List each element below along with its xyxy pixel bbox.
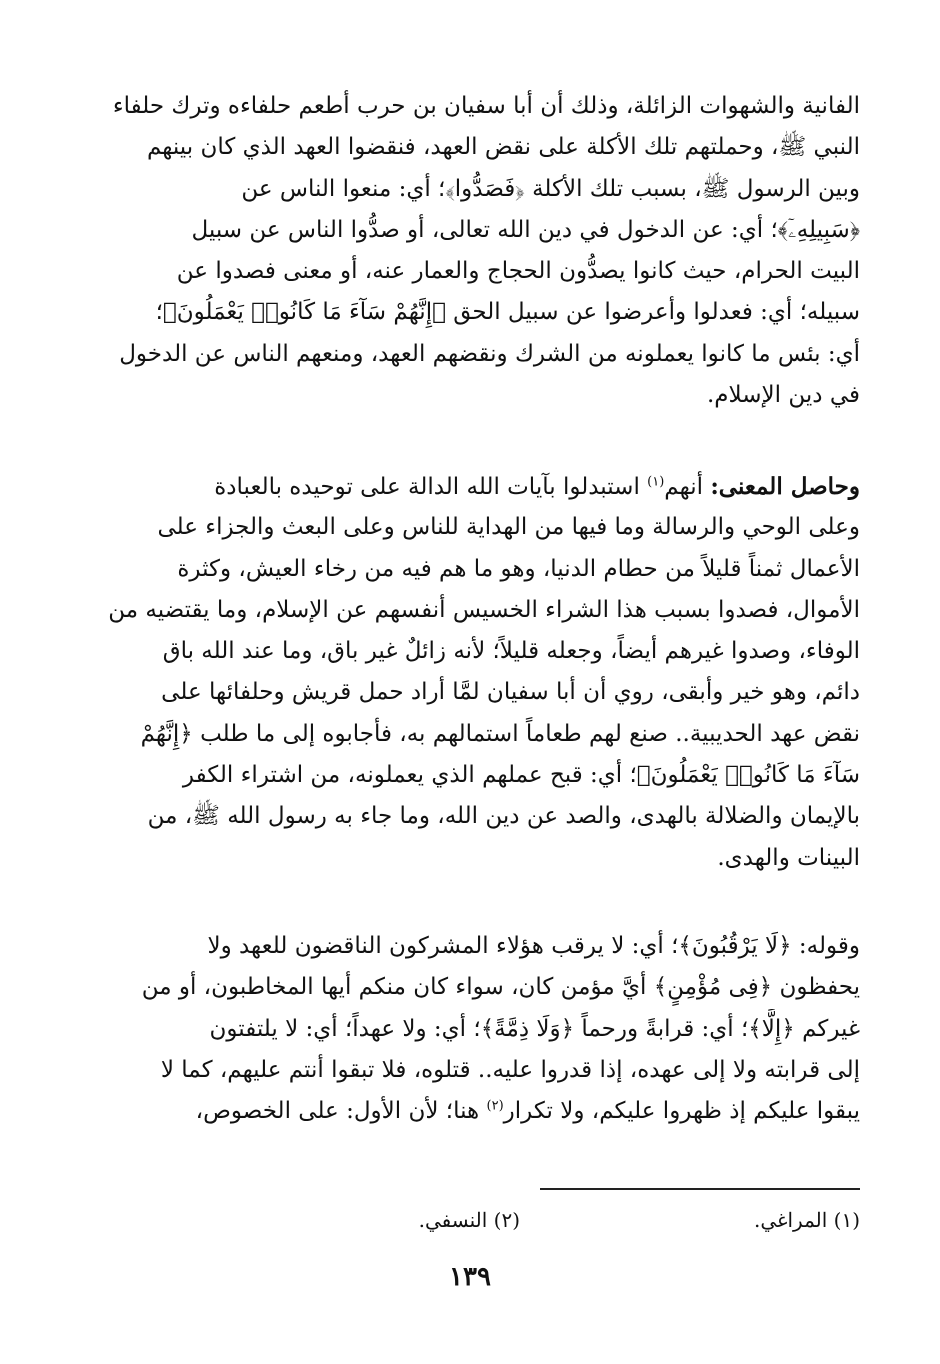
text-line: وقوله: ﴿لَا يَرْقُبُونَ﴾؛ أي: لا يرقب هؤلاء المشركون الناقضون للعهد ولا <box>207 933 860 959</box>
footnote-ref: (٢) <box>486 1098 504 1114</box>
text-run: استبدلوا بآيات الله الدالة على توحيده بالعبادة <box>214 474 648 500</box>
footnotes <box>78 1202 860 1236</box>
paragraph-3 <box>78 926 860 1132</box>
text-line: الأعمال ثمناً قليلاً من حطام الدنيا، وهو ما هم فيه من رخاء العيش، وكثرة <box>177 555 860 582</box>
text-line: إلى قرابته ولا إلى عهده، إذا قدروا عليه.. قتلوه، فلا تبقوا أنتم عليهم، كما لا <box>160 1056 860 1083</box>
text-line: في دين الإسلام. <box>707 382 860 409</box>
page-number: ١٣٩ <box>449 1262 491 1292</box>
text-line <box>78 1091 860 1132</box>
text-line: غيركم ﴿إِلًّا﴾؛ أي: قرابةً ورحماً ﴿وَلَا ذِمَّةً﴾؛ أي: ولا عهداً؛ أي: لا يلتفتون <box>209 1015 860 1042</box>
text-line: يحفظون ﴿فِى مُؤْمِنٍ﴾ أيَّ مؤمن كان، سواء كان منكم أيها المخاطبون، أو من <box>141 974 860 1001</box>
text-line: الوفاء، وصدوا غيرهم أيضاً، وجعله قليلاً؛ لأنه زائلٌ غير باق، وما عند الله باق <box>162 638 860 665</box>
text-run: يبقوا عليكم إذ ظهروا عليكم، ولا تكرار <box>503 1098 860 1125</box>
text-line: البينات والهدى. <box>717 844 860 871</box>
text-line: النبي ﷺ، وحملتهم تلك الأكلة على نقض العهد، فنقضوا العهد الذي كان بينهم <box>146 134 860 161</box>
text-line: بالإيمان والضلالة بالهدى، والصد عن دين الله، وما جاء به رسول الله ﷺ، من <box>147 803 860 830</box>
paragraph-2 <box>78 466 860 879</box>
text-line <box>78 466 860 507</box>
text-line: وعلى الوحي والرسالة وما فيها من الهداية للناس وعلى البعث والجزاء على <box>157 514 860 541</box>
text-line: سبيله؛ أي: فعدلوا وأعرضوا عن سبيل الحق ﴿إِنَّهُمْ سَآءَ مَا كَانُوا۟ يَعْمَلُونَ﴾؛ <box>155 299 860 326</box>
text-line: نقض عهد الحديبية.. صنع لهم طعاماً استمالهم به، فأجابوه إلى ما طلب ﴿إِنَّهُمْ <box>140 720 860 747</box>
text-line: الفانية والشهوات الزائلة، وذلك أن أبا سفيان بن حرب أطعم حلفاءه وترك حلفاء <box>112 93 860 119</box>
section-lead: وحاصل المعنى: <box>710 473 860 500</box>
paragraph-1 <box>78 86 860 416</box>
text-line: البيت الحرام، حيث كانوا يصدُّون الحجاج والعمار عنه، أو معنى فصدوا عن <box>176 258 860 285</box>
text-run: هنا؛ لأن الأول: على الخصوص، <box>195 1098 487 1125</box>
text-line: الأموال، فصدوا بسبب هذا الشراء الخسيس أنفسهم عن الإسلام، وما يقتضيه من <box>108 596 860 623</box>
footnote-divider <box>540 1188 860 1190</box>
text-line: ﴿سَبِيلِهِۦٓ﴾؛ أي: عن الدخول في دين الله تعالى، أو صدُّوا الناس عن سبيل <box>191 216 860 243</box>
text-line: أي: بئس ما كانوا يعملونه من الشرك ونقضهم العهد، ومنعهم الناس عن الدخول <box>119 340 860 367</box>
text-line: دائم، وهو خير وأبقى، روي أن أبا سفيان لمَّا أراد حمل قريش وحلفائها على <box>161 679 860 706</box>
footnote-ref: (١) <box>647 474 665 490</box>
footnote-2: (٢) النسفي. <box>418 1208 520 1232</box>
footnote-1: (١) المراغي. <box>753 1208 860 1232</box>
text-run: أنهم <box>664 474 711 500</box>
text-line: وبين الرسول ﷺ، بسبب تلك الأكلة ﴿فَصَدُّوا﴾؛ أي: منعوا الناس عن <box>241 175 860 202</box>
text-line: سَآءَ مَا كَانُوا۟ يَعْمَلُونَ﴾؛ أي: قبح عملهم الذي يعملونه، من اشتراء الكفر <box>182 762 860 789</box>
